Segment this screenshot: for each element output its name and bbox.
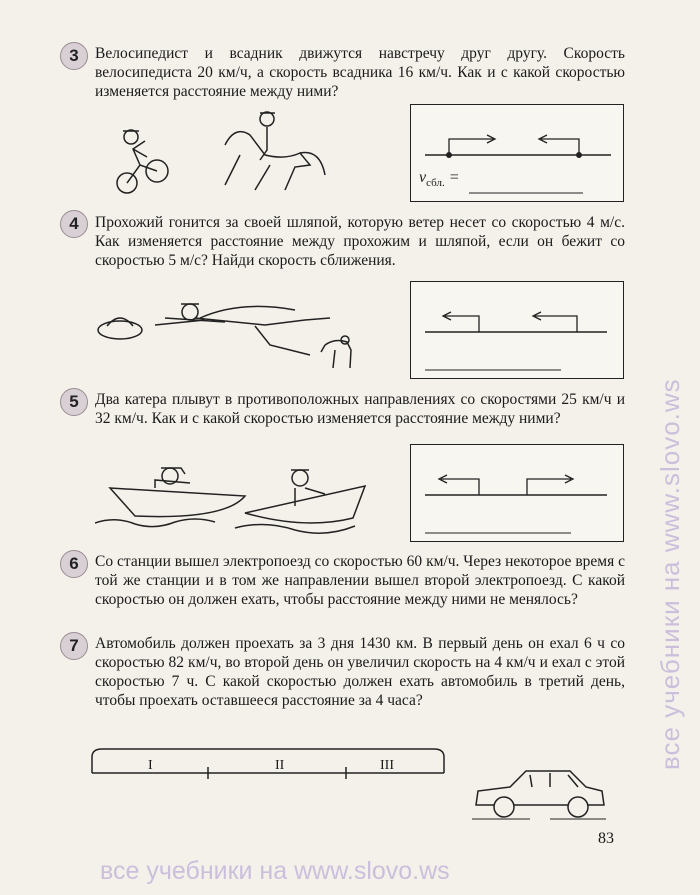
distance-segment-diagram [88, 745, 448, 785]
right-arrow-icon [449, 135, 495, 155]
task-3-text: Велосипедист и всадник движутся навстречу друг другу. Скорость велосипедиста 20 км/ч, а скорость всадника 16 км/ч. Как и с какой скоростью изменяется расстояние между ними? [95, 45, 625, 100]
closing-speed-label: $v_{сбл.}$ = [419, 169, 460, 190]
left-arrow-icon [539, 135, 579, 155]
dog-illustration [321, 336, 351, 368]
task-5-text: Два катера плывут в противоположных направлениях со скоростями 25 км/ч и 32 км/ч. Как и с какой скоростью изменяется расстояние между ними? [95, 391, 625, 427]
segment-label-day2: II [275, 758, 285, 773]
task-6-text: Со станции вышел электропоезд со скоростью 60 км/ч. Через некоторое время с той же станции и в том же направлении вышел второй электропоезд. С какой скоростью он должен ехать, чтобы расстояние между ними не менялось? [95, 553, 625, 608]
horse-rider-illustration [225, 112, 325, 190]
boat-illustration [95, 468, 245, 527]
car-illustration [470, 765, 610, 823]
task-7-text: Автомобиль должен проехать за 3 дня 1430 км. В первый день он ехал 6 ч со скоростью 82 км/ч, во второй день он увеличил скорость на 4 км/ч и ехал с этой скоростью 7 ч. С какой скоростью должен ехать автомобиль в третий день, чтобы проехать оставшееся расстояние за 4 часа? [95, 635, 625, 709]
task-number-3: 3 [60, 42, 88, 70]
diagram-4 [410, 281, 624, 379]
task-number-4: 4 [60, 210, 88, 238]
bottom-watermark: все учебники на www.slovo.ws [100, 857, 450, 885]
task-number-6: 6 [60, 550, 88, 578]
page-number: 83 [598, 830, 614, 847]
right-arrow-icon [527, 475, 573, 495]
side-watermark: все учебники на www.slovo.ws [655, 378, 685, 770]
left-arrow-icon [443, 312, 479, 332]
segment-label-day1: I [148, 758, 153, 773]
task-number-7: 7 [60, 632, 88, 660]
left-arrow-icon [439, 475, 479, 495]
task-number-5: 5 [60, 388, 88, 416]
diagram-5 [410, 444, 624, 542]
left-arrow-icon [533, 312, 577, 332]
diagram-3 [410, 104, 624, 202]
boats-illustration [95, 458, 385, 538]
segment-label-day3: III [380, 758, 394, 773]
task-4-text: Прохожий гонится за своей шляпой, которую ветер несет со скоростью 4 м/с. Как изменяется расстояние между прохожим и шляпой, если он бежит со скоростью 5 м/с? Найди скорость сближения. [95, 214, 625, 269]
boat-illustration [235, 470, 365, 533]
cyclist-illustration [117, 130, 168, 193]
cyclist-and-rider-illustration [95, 105, 335, 197]
running-man-illustration [95, 290, 370, 375]
hat-illustration [98, 318, 142, 339]
